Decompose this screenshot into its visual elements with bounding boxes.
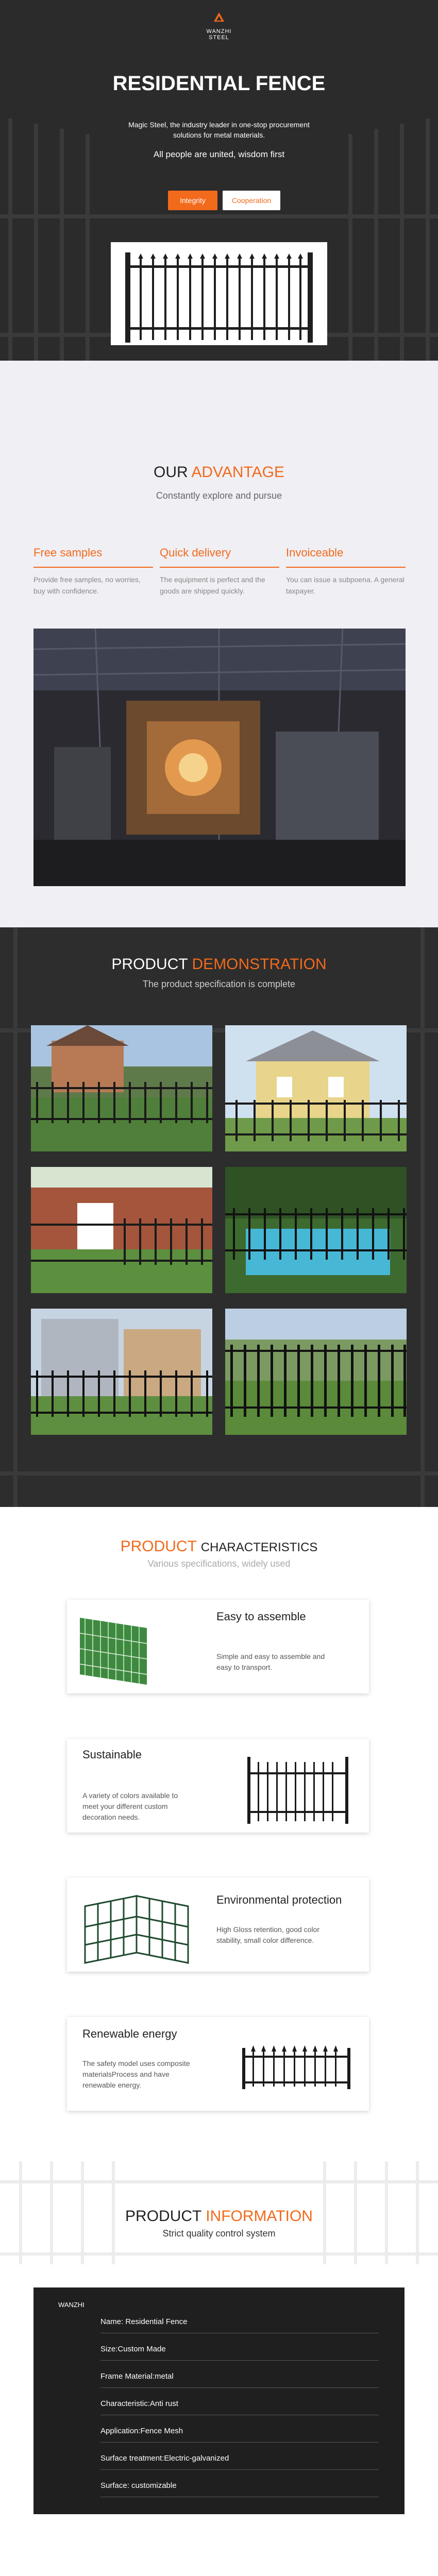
characteristics-title — [0, 1538, 438, 1555]
info-row-text: Application:Fence Mesh — [100, 2427, 183, 2435]
advantage-title-prefix: OUR — [154, 464, 188, 481]
characteristic-title: Sustainable — [82, 1748, 142, 1761]
characteristic-card-renewable — [67, 2017, 369, 2111]
advantage-column-title: Quick delivery — [160, 546, 279, 568]
characteristics-section — [0, 1507, 438, 2151]
hero-description: Magic Steel, the industry leader in one-stop procurement solutions for metal materials. — [128, 121, 310, 139]
hero-section — [0, 0, 438, 361]
advantage-column-title: Free samples — [33, 546, 153, 568]
demo-photo-townhouse — [31, 1309, 212, 1435]
characteristics-subtitle: Various specifications, widely used — [147, 1558, 291, 1569]
advantage-quick-delivery — [160, 546, 279, 623]
info-row-application — [100, 2417, 379, 2443]
characteristic-title: Environmental protection — [216, 1893, 342, 1906]
demonstration-title — [0, 956, 438, 973]
advantage-free-samples — [33, 546, 153, 623]
characteristic-card-sustainable — [67, 1739, 369, 1833]
logo-icon — [213, 11, 225, 24]
green-mesh-fence-image — [75, 1607, 204, 1686]
hero-title: RESIDENTIAL FENCE — [112, 72, 326, 95]
characteristic-title: Easy to assemble — [216, 1610, 306, 1623]
demonstration-section — [0, 927, 438, 1507]
characteristic-card-easy-assemble — [67, 1600, 369, 1693]
info-row-surface-treatment — [100, 2445, 379, 2470]
characteristics-title-highlight: PRODUCT — [120, 1538, 197, 1555]
brand-logo[interactable] — [204, 11, 234, 41]
advantage-section — [0, 361, 438, 927]
cooperation-button[interactable]: Cooperation — [223, 191, 280, 210]
demo-photo-yellow-house — [225, 1025, 407, 1151]
demonstration-title-prefix: PRODUCT — [111, 956, 188, 973]
fence-panel-image — [111, 242, 327, 345]
demo-photo-pool-fence — [225, 1167, 407, 1293]
product-info-box — [33, 2287, 405, 2514]
information-title-highlight: INFORMATION — [206, 2208, 313, 2225]
characteristic-text: The safety model uses composite materialsProcess and have renewable energy. — [82, 2059, 190, 2089]
characteristics-title-suffix: CHARACTERISTICS — [200, 1540, 318, 1554]
info-row-frame-material — [100, 2363, 379, 2388]
info-row-text: Frame Material:metal — [100, 2372, 174, 2381]
factory-interior-photo — [33, 629, 406, 886]
advantage-title — [0, 464, 438, 481]
info-row-name — [100, 2308, 379, 2333]
demo-photo-brick-wall — [31, 1167, 212, 1293]
info-row-text: Size:Custom Made — [100, 2345, 166, 2353]
info-row-size — [100, 2335, 379, 2361]
characteristic-text: A variety of colors available to meet your different custom decoration needs. — [82, 1791, 178, 1821]
characteristic-card-environmental — [67, 1878, 369, 1972]
advantage-invoiceable — [286, 546, 406, 623]
info-row-surface — [100, 2472, 379, 2497]
demo-photo-house-yard — [31, 1025, 212, 1151]
info-row-text: Surface treatment:Electric-galvanized — [100, 2454, 229, 2463]
logo-text: WANZHI STEEL — [206, 28, 232, 41]
info-row-text: Name: Residential Fence — [100, 2317, 188, 2326]
characteristic-text: Simple and easy to assemble and easy to transport. — [216, 1652, 325, 1671]
information-title-prefix: PRODUCT — [125, 2208, 201, 2225]
folded-mesh-panel-image — [75, 1886, 204, 1964]
demonstration-subtitle: The product specification is complete — [142, 979, 296, 989]
info-row-characteristic — [100, 2390, 379, 2415]
spear-top-fence-image — [232, 2025, 361, 2103]
information-section — [0, 2151, 438, 2576]
demo-photo-long-fence — [225, 1309, 407, 1435]
info-box-tag: WANZHI — [58, 2301, 85, 2309]
black-picket-fence-image — [232, 1747, 361, 1825]
info-row-text: Characteristic:Anti rust — [100, 2399, 178, 2408]
hero-subtitle: All people are united, wisdom first — [153, 149, 285, 159]
info-row-text: Surface: customizable — [100, 2481, 177, 2490]
advantage-column-text: Provide free samples, no worries, buy with confidence. — [33, 575, 141, 595]
advantage-title-highlight: ADVANTAGE — [191, 464, 284, 481]
information-subtitle: Strict quality control system — [162, 2228, 276, 2239]
characteristic-title: Renewable energy — [82, 2027, 177, 2040]
characteristic-text: High Gloss retention, good color stability, small color difference. — [216, 1925, 319, 1944]
advantage-column-title: Invoiceable — [286, 546, 406, 568]
advantage-column-text: The equipment is perfect and the goods are shipped quickly. — [160, 575, 265, 595]
advantage-column-text: You can issue a subpoena. A general taxpayer. — [286, 575, 405, 595]
information-title — [0, 2208, 438, 2225]
integrity-button[interactable]: Integrity — [168, 191, 217, 210]
demonstration-title-highlight: DEMONSTRATION — [192, 956, 327, 973]
advantage-subtitle: Constantly explore and pursue — [156, 490, 282, 501]
